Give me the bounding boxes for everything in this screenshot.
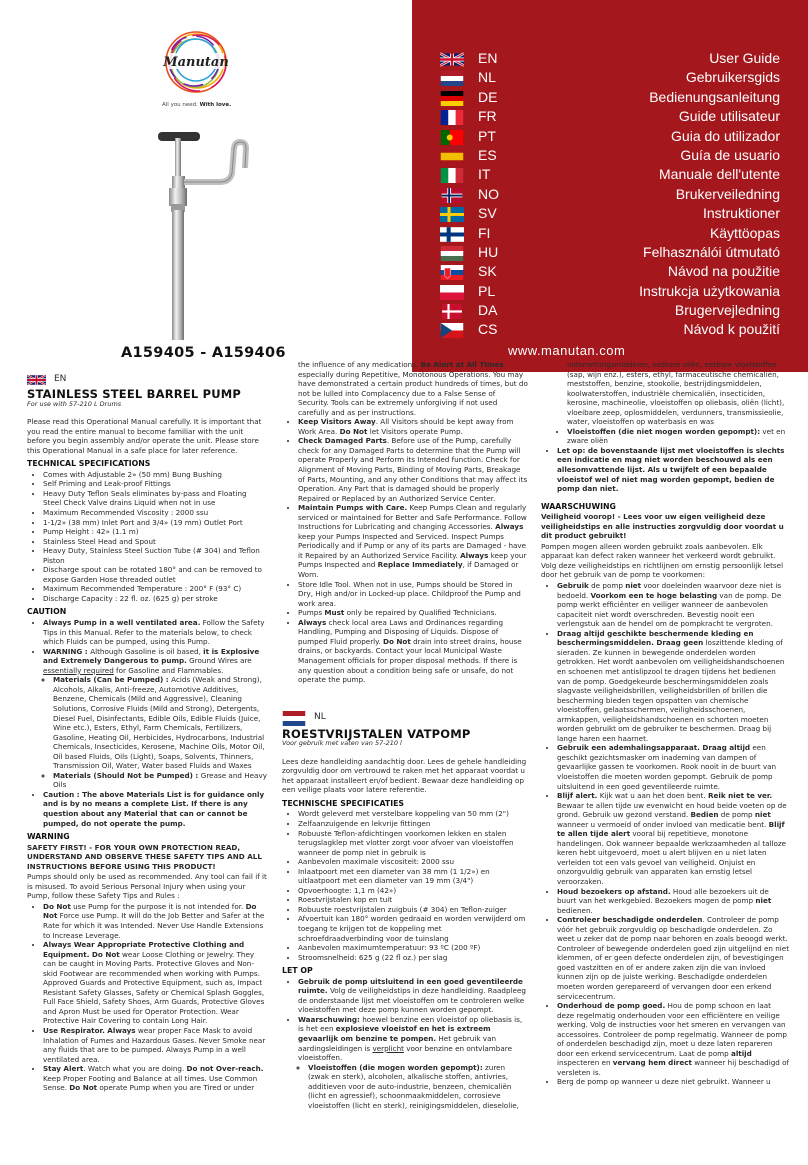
list-item: ◦ Materials (Can be Pumped) : Acids (Weak and Strong), Alcohols, Alkalis, Anti-freeze, Automotive Additives, Benzene, Chemicals (Mild and Aggressive), Cleaning Solutions, Corrosive Fluids (Mild and Strong), Detergents, Diesel Fuel, Disinfectants, Edible Oils, Edible Fluids (Juice, Wine etc.), Esters, Ethyl, Farm Chemicals, Fertilizers, Gasoline, Heating Oil, Herbicides, Hydrocarbons, Industrial Chemicals, Insecticides, Kerosene, Machine Oils, Motor Oil, Oil based Fluids, Oils (Light), Soaps, Solvents, Thinners, Transmission Oil, Water, Water based Fluids and Waxes: [53, 675, 267, 770]
language-row-nl[interactable]: [440, 68, 780, 87]
no-flag-icon: [440, 188, 464, 203]
language-row-no[interactable]: [440, 185, 780, 204]
intro-paragraph: Please read this Operational Manual carefully. It is important that you read the entire manual to become familiar with the unit before you begin assembly and/or operate the unit. Please store this Operational Manual in a safe place for later reference.: [27, 417, 262, 455]
language-row-da[interactable]: [440, 301, 780, 320]
letop-list: [282, 977, 528, 1111]
fi-flag-icon: [440, 227, 464, 242]
letop-heading: LET OP: [282, 966, 313, 976]
language-code: HU: [478, 243, 499, 260]
list-item: • Roestvrijstalen kop en tuit: [298, 895, 528, 905]
logo-text: Manutan: [163, 55, 229, 70]
language-code: NL: [314, 712, 326, 723]
language-guide-title: Felhasználói útmutató: [643, 243, 780, 260]
warning-heading: WARNING: [27, 832, 70, 842]
list-item: ontsmettingsmiddelen, eetbare oliën, eetbare vloeistoffen (sap, wijn enz.), esters, ethyl, farmaceutische chemicaliën, meststoffen, benzine, stookolie, bestrijdingsmiddelen, koolwaterstoffen, industriële chemicaliën, insecticiden, kerosine, machineolie, vloeistoffen op oliebasis, oliën (licht), vloeibare zeep, oplosmiddelen, verdunners, transmissieolie, water, vloeistoffen op waterbasis en was: [567, 360, 785, 427]
list-item: • Stainless Steel Head and Spout: [43, 537, 267, 547]
list-item: • Always Wear Appropriate Protective Clothing and Equipment. Do Not wear Loose Clothing or Jewelry. They can be caught in Moving Parts. Protective Gloves and Non-skid Footwear are recommended when working with Pumps. Approved Guards and Protective Equipment, such as, Impact Resistant Safety Glasses, Safety or Chemical Splash Goggles, Full Face Shield, Safety Shoes, Arm Guards, Protective Gloves and Apron Must be used for Operator Protection. Wear Protective Hair Covering to contain Long Hair.: [43, 940, 267, 1026]
list-item: • Inlaatpoort met een diameter van 38 mm (1 1/2») en uitlaatpoort met een diameter van 19 mm (3/4"): [298, 867, 528, 886]
language-guide-title: Guía de usuario: [680, 146, 780, 163]
list-item: • 1-1/2» (38 mm) Inlet Port and 3/4» (19 mm) Outlet Port: [43, 518, 267, 528]
list-item: • Do Not use Pump for the purpose it is not intended for. Do Not Force use Pump. It will do the Job Better and Safer at the Rate for which it was Intended. Never Use Handle Extensions to Increase Leverage.: [43, 902, 267, 940]
letop-list-2: [541, 446, 790, 494]
cz-flag-icon: [440, 323, 464, 338]
language-row-en[interactable]: [440, 49, 780, 68]
list-item: • Keep Visitors Away. All Visitors should be kept away from Work Area. Do Not let Visitors operate Pump.: [298, 417, 528, 436]
language-row-de[interactable]: [440, 88, 780, 107]
language-row-pl[interactable]: [440, 282, 780, 301]
list-item: • Afvoertuit kan 180° worden gedraaid en worden verwijderd om toegang te krijgen tot de koppeling met schroefdraadverbinding voor de tuinslang: [298, 914, 528, 943]
list-item: • Aanbevolen maximumtemperatuur: 93 ºC (200 ºF): [298, 943, 528, 953]
list-item: • Heavy Duty Teflon Seals eliminates by-pass and Floating Steel Check Valve drains Liquid when not in use: [43, 489, 267, 508]
list-item: • Use Respirator. Always wear proper Face Mask to avoid Inhalation of Fumes and Hazardous Gases. Never Smoke near any fluids that are to be pumped. Always Pump in a well ventilated area.: [43, 1026, 267, 1064]
language-row-sk[interactable]: [440, 262, 780, 281]
language-row-hu[interactable]: [440, 243, 780, 262]
language-code: PT: [478, 127, 496, 144]
intro-paragraph: Lees deze handleiding aandachtig door. Lees de gehele handleiding zorgvuldig door om vertrouwd te raken met het apparaat voordat u het apparaat installeert en/of bedient. Bewaar deze handleiding op een veilige plaats voor latere referentie.: [282, 756, 527, 795]
middle-column: [282, 360, 528, 1110]
list-item: • Discharge spout can be rotated 180° and can be removed to expose Garden Hose threaded outlet: [43, 565, 267, 584]
es-flag-icon: [440, 149, 464, 164]
language-guide-title: Guia do utilizador: [671, 127, 780, 144]
list-item: • Robuuste roestvrijstalen zuigbuis (# 304) en Teflon-zuiger: [298, 905, 528, 915]
list-item: • Check Damaged Parts. Before use of the Pump, carefully check for any Damaged Parts to determine that the Pump will operate Properly and Perform its Intended function. Check for Alignment of Moving Parts, Binding of Moving Parts, Breakage of Parts, Mounting, and any other Conditions that may affect its Operation. Any Part that is damaged should be properly Repaired or Replaced by an Authorized Service Center.: [298, 436, 528, 503]
list-item: • Opvoerhoogte: 1,1 m (42»): [298, 886, 528, 896]
language-row-fi[interactable]: [440, 224, 780, 243]
fr-flag-icon: [440, 110, 464, 125]
language-code: IT: [478, 166, 491, 183]
list-item: • Berg de pomp op wanneer u deze niet gebruikt. Wanneer u: [557, 1077, 790, 1087]
language-code: PL: [478, 282, 496, 299]
letop-list-continued: [541, 360, 790, 427]
section-subtitle: Voor gebruik met vaten van 57-210 l: [282, 739, 402, 748]
warning-safety-first: SAFETY FIRST! - FOR YOUR OWN PROTECTION READ, UNDERSTAND AND OBSERVE THESE SAFETY TIPS AND ALL INSTRUCTIONS BEFORE USING THIS PRODUCT!: [27, 842, 262, 871]
barrel-pump-illustration: [150, 118, 300, 343]
list-item: • Waarschuwing: hoewel benzine een vloeistof op oliebasis is, is het een explosieve vloeistof en het is extreem gevaarlijk om benzine te pompen. Het gebruik van aardingsleidingen is verplicht voor benzine en ontvlambare vloeistoffen. ◦ Vloeistoffen (die mogen worden gepompt): zuren (zwak en sterk), alcoholen, alkalische stoffen, antivries, additieven voor de auto-industrie, benzeen, chemicaliën (licht en agressief), schoonmaakmiddelen, corrosieve vloeistoffen (licht en sterk), reinigingsmiddelen, dieselolie,: [298, 1015, 528, 1110]
language-guide-title: Guide utilisateur: [678, 108, 780, 125]
list-item: ◦ Vloeistoffen (die mogen worden gepompt): zuren (zwak en sterk), alcoholen, alkalische stoffen, antivries, additieven voor de auto-industrie, benzeen, chemicaliën (licht en agressief), schoonmaakmiddelen, corrosieve vloeistoffen (licht en sterk), reinigingsmiddelen, dieselolie,: [308, 1063, 528, 1111]
list-item: • Stay Alert. Watch what you are doing. Do not Over-reach. Keep Proper Footing and Balance at all times. Use Common Sense. Do Not operate Pump when you are Tired or under: [43, 1064, 267, 1093]
letop-sublist: [541, 427, 790, 446]
list-item: • Comes with Adjustable 2» (50 mm) Bung Bushing: [43, 470, 267, 480]
list-item: • Maximum Recommended Temperature : 200° F (93° C): [43, 584, 267, 594]
section-subtitle: For use with 57-210 L Drums: [27, 399, 122, 408]
language-guide-title: Návod na použitie: [667, 263, 780, 280]
language-code: CS: [478, 321, 498, 338]
language-code: EN: [54, 374, 67, 385]
list-item: • Gebruik de pomp niet voor doeleinden waarvoor deze niet is bedoeld. Voorkom een te hoge belasting van de pomp. De pomp werkt efficiënter en veiliger wanneer de aanbevolen capaciteit niet wordt overschreden. Bevestig nooit een verlengstuk aan de hendel om de pompkracht te vergroten.: [557, 581, 790, 629]
section-title: ROESTVRIJSTALEN VATPOMP: [282, 726, 471, 741]
section-title: STAINLESS STEEL BARREL PUMP: [27, 387, 242, 401]
list-item: • Vloeistoffen (die niet mogen worden gepompt): vet en zware oliën: [567, 427, 790, 446]
list-item: • Heavy Duty, Stainless Steel Suction Tube (# 304) and Teflon Piston: [43, 546, 267, 565]
warning-heading-nl: WAARSCHUWING: [541, 501, 616, 511]
it-flag-icon: [440, 168, 464, 183]
language-code: FI: [478, 224, 491, 241]
brand-tagline: All you need. With love.: [162, 102, 232, 108]
warning-list-continued: [282, 360, 528, 417]
language-code: SV: [478, 205, 497, 222]
language-guide-title: Návod k použití: [683, 321, 780, 338]
language-guide-title: Bedienungsanleitung: [649, 88, 780, 105]
language-code: EN: [478, 50, 498, 66]
tech-spec-list-b: [27, 584, 267, 603]
language-guide-title: Gebruikersgids: [685, 69, 780, 86]
brand-logo: [156, 24, 236, 102]
warning-safety-first-nl: Veiligheid voorop! - Lees voor uw eigen veiligheid deze veiligheidstips en alle instructies zorgvuldig door voordat u dit product gebruikt!: [541, 512, 784, 541]
tech-spec-list: [282, 809, 528, 962]
caution-heading: CAUTION: [27, 607, 67, 617]
list-item: • Always Pump in a well ventilated area. Follow the Safety Tips in this Manual. Refer to the materials below, to check which Fluids can be pumped, using this Pump.: [43, 618, 267, 647]
list-item: • Wordt geleverd met verstelbare koppeling van 50 mm (2"): [298, 809, 528, 819]
list-item: • Blijf alert. Kijk wat u aan het doen bent. Reik niet te ver. Bewaar te allen tijde uw evenwicht en houd beide voeten op de grond. Gebruik uw gezond verstand. Bedien de pomp niet wanneer u vermoeid of onder invloed van medicatie bent. Blijf te allen tijde alert vooral bij repetitieve, monotone handelingen. Ook wanneer bepaalde werkzaamheden al talloze keren hebt uitgevoerd, moet u alert blijven en u niet laten verleiden tot een vals gevoel van veiligheid. Onjuist en onzorgvuldig gebruik van apparaten kan ernstig letsel veroorzaken.: [557, 791, 790, 886]
language-code: NL: [478, 69, 496, 86]
list-item: • Stroomsnelheid: 625 g (22 fl oz.) per slag: [298, 953, 528, 963]
list-item: • Self Priming and Leak-proof Fittings: [43, 479, 267, 489]
list-item: • Caution : The above Materials List is for guidance only and is by no means a complete List. If there is any question about any Material that can or cannot be pumped, do not operate the pump.: [43, 790, 267, 828]
language-row-cs[interactable]: [440, 320, 780, 339]
warning-text: Pumps should only be used as recommended. Any tool can fail if it is misused. To avoid Serious Personal Injury when using your Pump, follow these Safety Tips and Rules :: [27, 872, 267, 901]
model-number: A159405 - A159406: [121, 345, 286, 361]
list-item: • Gebruik een ademhalingsapparaat. Draag altijd een geschikt gezichtsmasker om inademing van dampen of gevaarlijke gassen te voorkomen. Rook nooit in de buurt van vloeistoffen die moeten worden gepompt. Gebruik de pomp uitsluitend in een goed geventileerde ruimte.: [557, 743, 790, 791]
sk-flag-icon: [440, 265, 464, 280]
list-item: • Gebruik de pomp uitsluitend in een goed geventileerde ruimte. Volg de veiligheidstips in deze handleiding. Raadpleeg de onderstaande lijst met vloeistoffen om te controleren welke vloeistoffen met deze pomp kunnen worden gepompt.: [298, 977, 528, 1015]
list-item: ◦ Materials (Should Not be Pumped) : Grease and Heavy Oils: [53, 771, 267, 790]
language-code: NO: [478, 185, 499, 202]
language-row-it[interactable]: [440, 165, 780, 184]
language-code: SK: [478, 263, 497, 280]
warning-list-2: [282, 417, 528, 684]
warning-text-nl: Pompen mogen alleen worden gebruikt zoals aanbevolen. Elk apparaat kan defect raken wanneer het verkeerd wordt gebruikt. Volg deze veiligheidstips en richtlijnen om ernstig persoonlijk letsel door het gebruik van de pomp te voorkomen:: [541, 541, 784, 580]
de-flag-icon: [440, 91, 464, 106]
language-guide-title: Manuale dell'utente: [659, 166, 780, 183]
language-guide-title: Brukerveiledning: [675, 185, 780, 202]
list-item: • Controleer beschadigde onderdelen. Controleer de pomp vóór het gebruik zorgvuldig op beschadigde onderdelen. Zo weet u zeker dat de pomp naar behoren en zoals beoogd werkt. Controleer of bewegende onderdelen goed zijn uitgelijnd en niet klemmen, of er geen defecte onderdelen zijn, of bevestigingen goed vastzitten en of er andere zaken zijn die van invloed kunnen zijn op de juiste werking. Beschadigde onderdelen moeten worden gerepareerd of vervangen door een erkend servicecentrum.: [557, 915, 790, 1001]
gb-flag-icon: [27, 374, 46, 386]
se-flag-icon: [440, 207, 464, 222]
dk-flag-icon: [440, 304, 464, 319]
language-guide-title: User Guide: [709, 50, 780, 66]
hu-flag-icon: [440, 246, 464, 261]
language-tag-nl: [282, 711, 528, 726]
list-item: • Robuuste Teflon-afdichtingen voorkomen lekken en stalen terugslagklep met vlotter zorgt voor afvoer van vloeistoffen wanneer de pomp niet in gebruik is: [298, 829, 528, 858]
language-row-sv[interactable]: [440, 204, 780, 223]
list-item: • Store Idle Tool. When not in use, Pumps should be Stored in Dry, High and/or in Locked-up place. Childproof the Pump and work area.: [298, 580, 528, 609]
language-guide-title: Instruktioner: [702, 205, 780, 222]
language-row-es[interactable]: [440, 146, 780, 165]
caution-list: [27, 618, 267, 828]
pt-flag-icon: [440, 130, 464, 145]
language-row-fr[interactable]: [440, 107, 780, 126]
language-tag-en: [27, 374, 267, 386]
language-code: FR: [478, 108, 497, 125]
list-item: • Discharge Capacity : 22 fl. oz. (625 g) per stroke: [43, 594, 267, 604]
warning-list-nl: [541, 581, 790, 1087]
language-code: ES: [478, 146, 497, 163]
warning-list: [27, 902, 267, 1093]
list-item: • Draag altijd geschikte beschermende kleding en beschermingsmiddelen. Draag geen loszittende kleding of sieraden. Ze kunnen in bewegende onderdelen worden getrokken. Het wordt aanbevolen om veiligheidshandschoenen en schoenen met antislipzool te dragen tijdens het bedienen van de pomp. Goedgekeurde beschermingsmiddelen zoals slagvaste veiligheidsbrillen, veiligheidsbrillen of brillen die bescherming bieden tegen opspatten van chemische vloeistoffen, gelaatsschermen, veiligheidsschoenen, armkappen, veiligheidshandschoenen en schorten moeten worden gebruikt om de gebruiker te beschermen. Draag bij lange haren een haarnet.: [557, 629, 790, 744]
list-item: • Always check local area Laws and Ordinances regarding Handling, Pumping and Disposing of Liquids. Dispose of pumped Fluid properly. Do Not drain into street drains, house drains, or backyards. Contact your local Municipal Waste Management officials for proper disposal methods. If there is any question about a condition being safe or unsafe, do not operate the pump.: [298, 618, 528, 685]
nl-flag-icon: [282, 711, 306, 726]
language-code: DA: [478, 302, 498, 319]
language-guide-title: Käyttöopas: [709, 224, 780, 241]
list-item: • Maintain Pumps with Care. Keep Pumps Clean and regularly serviced or maintained for Better and Safe Performance. Follow Instructions for Lubricating and changing Accessories. Always keep your Pumps Inspected and Serviced. Inspect Pumps Periodically and if Pump or any of its parts are Damaged - have it Repaired by an Authorized Service Facility. Always keep your Pumps Inspected and Replace Immediately, if Damaged or Worn.: [298, 503, 528, 579]
language-guide-title: Brugervejledning: [674, 302, 780, 319]
website-url[interactable]: www.manutan.com: [508, 343, 626, 358]
list-item: • Pumps Must only be repaired by Qualified Technicians.: [298, 608, 528, 618]
list-item: the influence of any medications. Be Alert at All Times especially during Repetitive, Monotonous Operations. You may have demonstrated a certain product hundreds of times, but do not be lulled into Complacency due to a False Sense of Security. Tools can be extremely unforgiving if not used carefully and as per instructions.: [298, 360, 528, 417]
list-item: • Aanbevolen maximale viscositeit: 2000 ssu: [298, 857, 528, 867]
list-item: • Pump Height : 42» (1.1 m): [43, 527, 267, 537]
list-item: • Let op: de bovenstaande lijst met vloeistoffen is slechts een indicatie en mag niet worden beschouwd als een allesomvattende lijst. Als u twijfelt of een bepaalde vloeistof wel of niet mag worden gepompt, bedien de pomp dan niet.: [557, 446, 790, 494]
list-item: • Maximum Recommended Viscosity : 2000 ssu: [43, 508, 267, 518]
list-item: • Zelfaanzuigende en lekvrije fittingen: [298, 819, 528, 829]
pl-flag-icon: [440, 285, 464, 300]
list-item: • Houd bezoekers op afstand. Houd alle bezoekers uit de buurt van het werkgebied. Bezoekers mogen de pomp niet bedienen.: [557, 887, 790, 916]
language-code: DE: [478, 88, 498, 105]
gb-flag-icon: [440, 52, 464, 67]
tech-spec-heading: TECHNISCHE SPECIFICATIES: [282, 798, 405, 808]
english-column: [27, 372, 267, 1093]
header-left-panel: [0, 0, 412, 372]
nl-flag-icon: [440, 71, 464, 86]
right-column: [541, 360, 790, 1087]
tech-spec-list: [27, 470, 267, 585]
tech-spec-heading: TECHNICAL SPECIFICATIONS: [27, 459, 151, 469]
list-item: • WARNING : Although Gasoline is oil based, it is Explosive and Extremely Dangerous to pump. Ground Wires are essentially required for Gasoline and Flammables. ◦ Materials (Can be Pumped) : Acids (Weak and Strong), Alcohols, Alkalis, Anti-freeze, Automotive Additives, Benzene, Chemicals (Mild and Aggressive), Cleaning Solutions, Corrosive Fluids (Mild and Strong), Detergents, Diesel Fuel, Disinfectants, Edible Oils, Edible Fluids (Juice, Wine etc.), Esters, Ethyl, Farm Chemicals, Fertilizers, Gasoline, Heating Oil, Herbicides, Hydrocarbons, Industrial Chemicals, Insecticides, Kerosene, Machine Oils, Motor Oil, Oil based Fluids, Oils (Light), Soaps, Solvents, Thinners, Transmission Oil, Water, Water based Fluids and Waxes ◦ Materials (Should Not be Pumped) : Grease and Heavy Oils: [43, 647, 267, 790]
language-row-pt[interactable]: [440, 127, 780, 146]
language-guide-title: Instrukcja użytkowania: [639, 282, 780, 299]
list-item: • Onderhoud de pomp goed. Hou de pomp schoon en laat deze regelmatig onderhouden voor een efficiëntere en veilige werking. Volg de instructies voor het smeren en vervangen van accessoires. Controleer de pomp regelmatig. Wanneer de pomp of onderdelen beschadigd zijn, moet u deze laten repareren door een erkend servicecentrum. Laat de pomp altijd inspecteren en vervang hem direct wanneer hij beschadigd of versleten is.: [557, 1001, 790, 1077]
language-list: [440, 49, 780, 340]
language-panel: [412, 0, 808, 372]
